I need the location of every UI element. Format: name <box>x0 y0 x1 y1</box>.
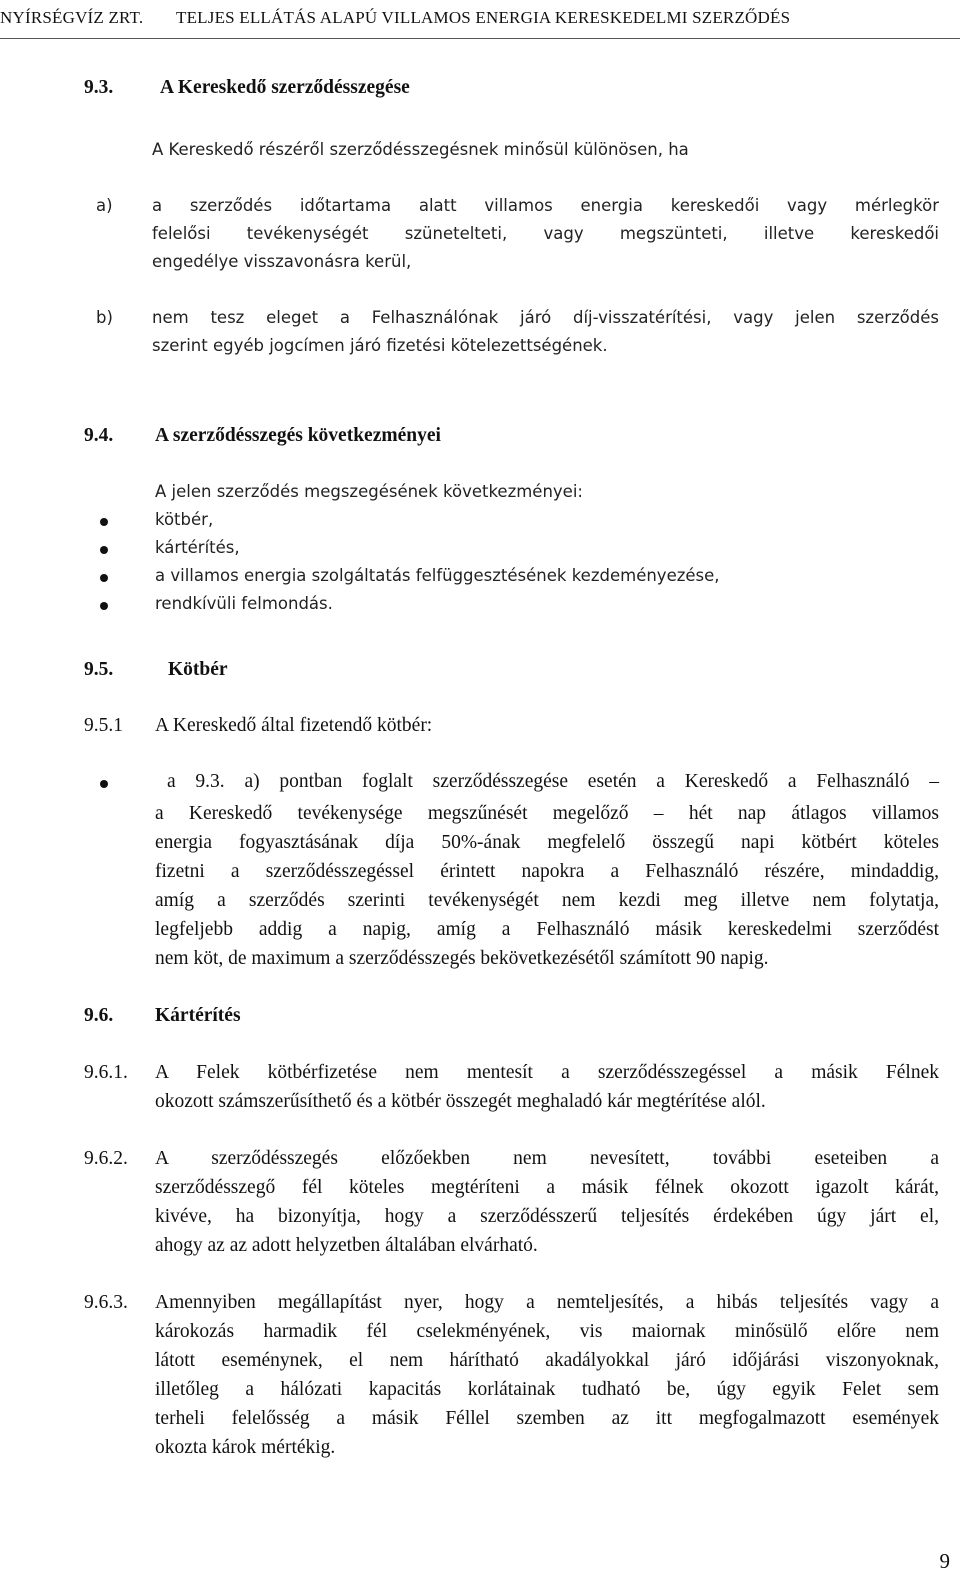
section-9-4-heading: A szerződésszegés következményei <box>155 425 441 446</box>
header-title: TELJES ELLÁTÁS ALAPÚ VILLAMOS ENERGIA KERESKEDELMI SZERZŐDÉS <box>176 8 791 27</box>
paragraph-line: kivéve, ha bizonyítja, hogy a szerződésszerű teljesítés érdekében úgy járt el, <box>155 1206 939 1227</box>
penalty-line: energia fogyasztásának díja 50%-ának megfelelő összegű napi kötbért köteles <box>155 832 939 853</box>
penalty-line: nem köt, de maximum a szerződésszegés bekövetkezésétől számított 90 napig. <box>155 948 769 969</box>
paragraph-line: okozott számszerűsíthető és a kötbér összegét meghaladó kár megtérítése alól. <box>155 1091 766 1112</box>
item-b-label: b) <box>96 308 113 327</box>
penalty-line: fizetni a szerződésszegéssel érintett napokra a Felhasználó részére, mindaddig, <box>155 861 939 882</box>
paragraph-number: 9.6.3. <box>84 1292 128 1313</box>
section-9-5-heading: Kötbér <box>168 659 228 680</box>
item-a-line: felelősi tevékenységét szünetelteti, vagy megszünteti, illetve kereskedői <box>152 224 939 243</box>
section-9-3-intro: A Kereskedő részéről szerződésszegésnek minősül különösen, ha <box>152 140 689 159</box>
section-9-4-intro: A jelen szerződés megszegésének következményei: <box>155 482 583 501</box>
paragraph-line: szerződésszegő fél köteles megtéríteni a másik félnek okozott igazolt kárát, <box>155 1177 939 1198</box>
subsection-9-5-1-text: A Kereskedő által fizetendő kötbér: <box>155 715 433 736</box>
item-b-line: nem tesz eleget a Felhasználónak járó díj-visszatérítési, vagy jelen szerződés <box>152 308 939 327</box>
consequence-item: rendkívüli felmondás. <box>155 594 333 613</box>
consequence-item: kártérítés, <box>155 538 240 557</box>
paragraph-line: Amennyiben megállapítást nyer, hogy a nemteljesítés, a hibás teljesítés vagy a <box>155 1292 939 1313</box>
paragraph-line: látott eseménynek, el nem hárítható akadályokkal járó időjárási viszonyoknak, <box>155 1350 939 1371</box>
paragraph-line: illetőleg a hálózati kapacitás korlátainak tudható be, úgy egyik Felet sem <box>155 1379 939 1400</box>
item-a-label: a) <box>96 196 113 215</box>
paragraph-number: 9.6.1. <box>84 1062 128 1083</box>
bullet-icon <box>100 546 108 554</box>
paragraph-line: károkozás harmadik fél cselekményének, vis maiornak minősülő előre nem <box>155 1321 939 1342</box>
section-9-3-heading: A Kereskedő szerződésszegése <box>160 77 410 98</box>
penalty-line: amíg a szerződés szerinti tevékenységét nem kezdi meg illetve nem folytatja, <box>155 890 939 911</box>
bullet-icon <box>100 574 108 582</box>
section-9-5-number: 9.5. <box>84 659 114 680</box>
section-9-6-heading: Kártérítés <box>155 1005 241 1026</box>
paragraph-line: ahogy az az adott helyzetben általában elvárható. <box>155 1235 538 1256</box>
penalty-line: a 9.3. a) pontban foglalt szerződésszegése esetén a Kereskedő a Felhasználó – <box>167 771 939 792</box>
section-9-4-number: 9.4. <box>84 425 114 446</box>
item-a-line: engedélye visszavonásra kerül, <box>152 252 412 271</box>
section-9-3-number: 9.3. <box>84 77 114 98</box>
item-b-line: szerint egyéb jogcímen járó fizetési kötelezettségének. <box>152 336 608 355</box>
bullet-icon <box>100 602 108 610</box>
paragraph-line: A szerződésszegés előzőekben nem nevesített, további eseteiben a <box>155 1148 939 1169</box>
paragraph-number: 9.6.2. <box>84 1148 128 1169</box>
consequence-item: kötbér, <box>155 510 214 529</box>
paragraph-line: A Felek kötbérfizetése nem mentesít a szerződésszegéssel a másik Félnek <box>155 1062 939 1083</box>
paragraph-line: okozta károk mértékig. <box>155 1437 336 1458</box>
page-header <box>0 8 960 39</box>
penalty-line: a Kereskedő tevékenysége megszűnését megelőző – hét nap átlagos villamos <box>155 803 939 824</box>
item-a-line: a szerződés időtartama alatt villamos energia kereskedői vagy mérlegkör <box>152 196 939 215</box>
bullet-icon <box>100 518 108 526</box>
subsection-9-5-1-number: 9.5.1 <box>84 715 123 736</box>
paragraph-line: terheli felelősség a másik Féllel szemben az itt megfogalmazott események <box>155 1408 939 1429</box>
header-company: NYÍRSÉGVÍZ ZRT. <box>0 8 144 27</box>
section-9-6-number: 9.6. <box>84 1005 114 1026</box>
penalty-line: legfeljebb addig a napig, amíg a Felhasználó másik kereskedelmi szerződést <box>155 919 939 940</box>
bullet-icon <box>100 780 108 788</box>
consequence-item: a villamos energia szolgáltatás felfüggesztésének kezdeményezése, <box>155 566 720 585</box>
page-number: 9 <box>939 1549 950 1573</box>
